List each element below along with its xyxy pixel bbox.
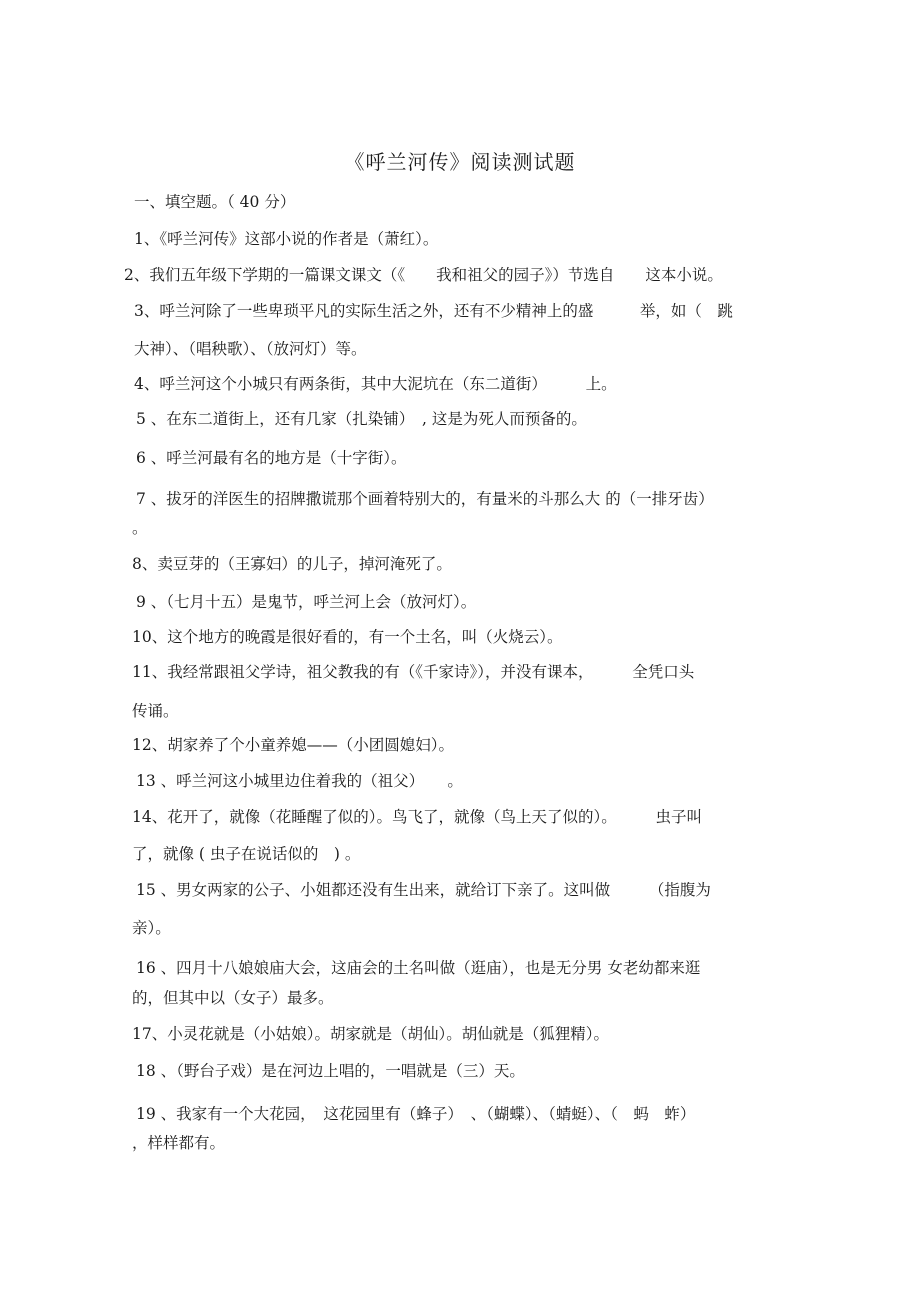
section-heading: 一、填空题。（ 40 分） bbox=[134, 193, 296, 211]
question-line: 传诵。 bbox=[132, 702, 179, 720]
question-line: 10、这个地方的晚霞是很好看的，有一个土名，叫（火烧云）。 bbox=[132, 628, 563, 646]
question-line: 12、胡家养了个小童养媳——（小团圆媳妇）。 bbox=[132, 736, 454, 754]
question-line: 4、呼兰河这个小城只有两条街，其中大泥坑在（东二道街） 上。 bbox=[134, 375, 617, 393]
question-line: 3、呼兰河除了一些卑琐平凡的实际生活之外，还有不少精神上的盛 举，如（ 跳 bbox=[134, 302, 733, 320]
question-line: ，样样都有。 bbox=[132, 1134, 226, 1152]
question-line: 7 、拔牙的洋医生的招牌撒谎那个画着特别大的，有量米的斗那么大 的（一排牙齿） bbox=[136, 490, 714, 508]
question-line: 19 、我家有一个大花园， 这花园里有（蜂子） 、（蝴蝶）、（蜻蜓）、（ 蚂 蚱） bbox=[136, 1105, 696, 1123]
question-line: 6 、呼兰河最有名的地方是（十字街）。 bbox=[136, 449, 407, 467]
question-line: 14、花开了，就像（花睡醒了似的）。鸟飞了，就像（鸟上天了似的）。 虫子叫 bbox=[132, 808, 702, 826]
question-line: 11、我经常跟祖父学诗，祖父教我的有（《千家诗》），并没有课本， 全凭口头 bbox=[132, 663, 695, 681]
question-line: 2、我们五年级下学期的一篇课文课文（《 我和祖父的园子》）节选自 这本小说。 bbox=[124, 266, 723, 284]
question-line: 13 、呼兰河这小城里边住着我的（祖父） 。 bbox=[136, 772, 463, 790]
question-line: 18 、（野台子戏）是在河边上唱的，一唱就是（三）天。 bbox=[136, 1062, 525, 1080]
question-line: 8、卖豆芽的（王寡妇）的儿子，掉河淹死了。 bbox=[132, 555, 452, 573]
question-line: 9 、（七月十五）是鬼节，呼兰河上会（放河灯）。 bbox=[136, 593, 477, 611]
question-line: 1、《呼兰河传》这部小说的作者是（萧红）。 bbox=[134, 230, 439, 248]
question-line: 的，但其中以（女子）最多。 bbox=[132, 989, 334, 1007]
question-line: 17、小灵花就是（小姑娘）。胡家就是（胡仙）。胡仙就是（狐狸精）。 bbox=[132, 1025, 609, 1043]
question-line: 5 、在东二道街上，还有几家（扎染铺） , 这是为死人而预备的。 bbox=[136, 410, 587, 428]
question-line: 15 、男女两家的公子、小姐都还没有生出来，就给订下亲了。这叫做 （指腹为 bbox=[136, 881, 711, 899]
question-line: 16 、四月十八娘娘庙大会，这庙会的土名叫做（逛庙），也是无分男 女老幼都来逛 bbox=[136, 959, 701, 977]
question-line: 亲）。 bbox=[132, 919, 171, 937]
page-title: 《呼兰河传》阅读测试题 bbox=[344, 150, 576, 174]
question-line: 了，就像 ( 虫子在说话似的 ) 。 bbox=[132, 845, 361, 863]
question-line: 。 bbox=[132, 519, 148, 537]
question-line: 大神）、（唱秧歌）、（放河灯）等。 bbox=[134, 340, 367, 358]
